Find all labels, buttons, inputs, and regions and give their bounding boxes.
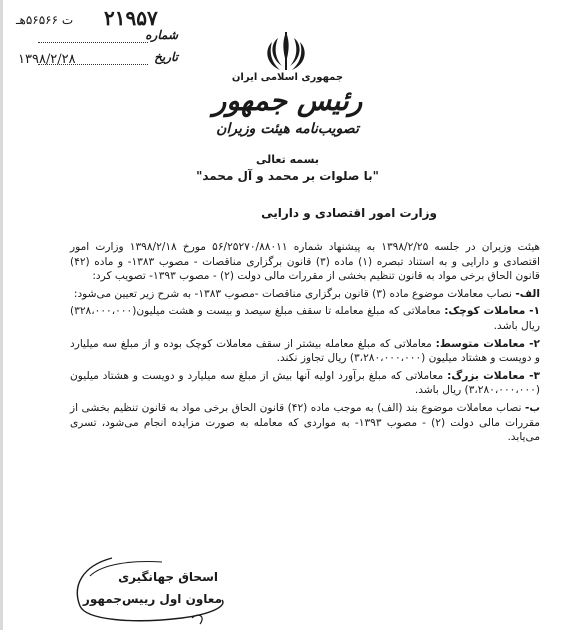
reference-number-row bbox=[8, 6, 178, 28]
item-large-transactions bbox=[70, 369, 540, 398]
intro-paragraph bbox=[70, 240, 540, 284]
republic-title: جمهوری اسلامی ایران bbox=[231, 72, 344, 83]
item3-label: ۳- معاملات بزرگ: bbox=[447, 369, 540, 382]
signature-scribble bbox=[72, 556, 232, 626]
number-label-row bbox=[8, 28, 178, 50]
clause-be-text: نصاب معاملات موضوع بند (الف) به موجب ماده (۴۲) قانون الحاق برخی مواد به قانون تنظیم بخشی از مقررات مالی دولت (۲) - مصوب ۱۳۹۳- به مواردی که معامله به صورت مزایده انجام می‌شود، تسری می‌یابد. bbox=[70, 401, 540, 444]
number-dotted-line bbox=[38, 42, 148, 43]
signatory-title: معاون اول رییس‌جمهور bbox=[82, 592, 222, 606]
item3-text: معاملاتی که مبلغ برآورد اولیه آنها بیش از مبلغ سه میلیارد و دویست و هشتاد میلیون (۳،۲۸۰،۰۰۰،۰۰۰) ریال باشد. bbox=[70, 369, 540, 397]
item1-label: ۱- معاملات کوچک: bbox=[444, 305, 541, 318]
cabinet-decree-title: تصویب‌نامه هیئت وزیران bbox=[216, 121, 359, 137]
basmala: بسمه تعالی bbox=[256, 153, 319, 166]
clause-alef bbox=[70, 287, 540, 302]
date-label: تاریخ bbox=[154, 50, 178, 64]
clause-alef-label: الف- bbox=[515, 287, 540, 300]
signature-block bbox=[72, 556, 232, 626]
president-title: رئیس جمهور bbox=[212, 84, 363, 117]
decree-body bbox=[70, 240, 540, 448]
item2-label: ۲- معاملات متوسط: bbox=[435, 337, 541, 350]
clause-be-label: ب- bbox=[524, 401, 541, 414]
clause-be bbox=[70, 401, 540, 445]
date-row bbox=[8, 50, 178, 72]
item-medium-transactions bbox=[70, 337, 540, 366]
intro-text: هیئت وزیران در جلسه ۱۳۹۸/۲/۲۵ به پیشنهاد شماره ۵۶/۲۵۲۷۰/۸۸۰۱۱ مورخ ۱۳۹۸/۲/۱۸ وزارت امور اقتصادی و دارایی و به استناد تبصره (۱) ماده (۳) قانون برگزاری مناقصات - مصوب ۱۳۸۳- و ماده (۴۲) قانون الحاق برخی مواد به قانون تنظیم بخشی از مقررات مالی دولت (۲) - مصوب ۱۳۹۳- تصویب کرد: bbox=[70, 241, 540, 283]
signatory-name: اسحاق جهانگیری bbox=[118, 570, 218, 584]
reference-extension: ت ۵۶۵۶۶هـ bbox=[16, 13, 74, 27]
addressee: وزارت امور اقتصادی و دارایی bbox=[261, 206, 437, 220]
reference-number: ۲۱۹۵۷ bbox=[104, 6, 158, 30]
salawat: "با صلوات بر محمد و آل محمد" bbox=[196, 169, 379, 183]
decree-date: ۱۳۹۸/۲/۲۸ bbox=[18, 52, 76, 67]
clause-alef-text: نصاب معاملات موضوع ماده (۳) قانون برگزاری مناقصات -مصوب ۱۳۸۳- به شرح زیر تعیین می‌شود: bbox=[73, 287, 512, 300]
item1-text: معاملاتی که مبلغ معامله تا سقف مبلغ سیصد و بیست و هشت میلیون(۳۲۸،۰۰۰،۰۰۰) ریال باشد. bbox=[70, 305, 540, 332]
item-small-transactions bbox=[70, 304, 540, 333]
reference-block bbox=[8, 6, 178, 72]
item2-text: معاملاتی که مبلغ معامله بیشتر از سقف معاملات کوچک بوده و از مبلغ سه میلیارد و دویست و هشتاد میلیون (۳،۲۸۰،۰۰۰،۰۰۰) ریال تجاوز نکند. bbox=[70, 337, 540, 365]
emblem-icon bbox=[262, 28, 310, 74]
number-label: شماره bbox=[145, 28, 178, 42]
